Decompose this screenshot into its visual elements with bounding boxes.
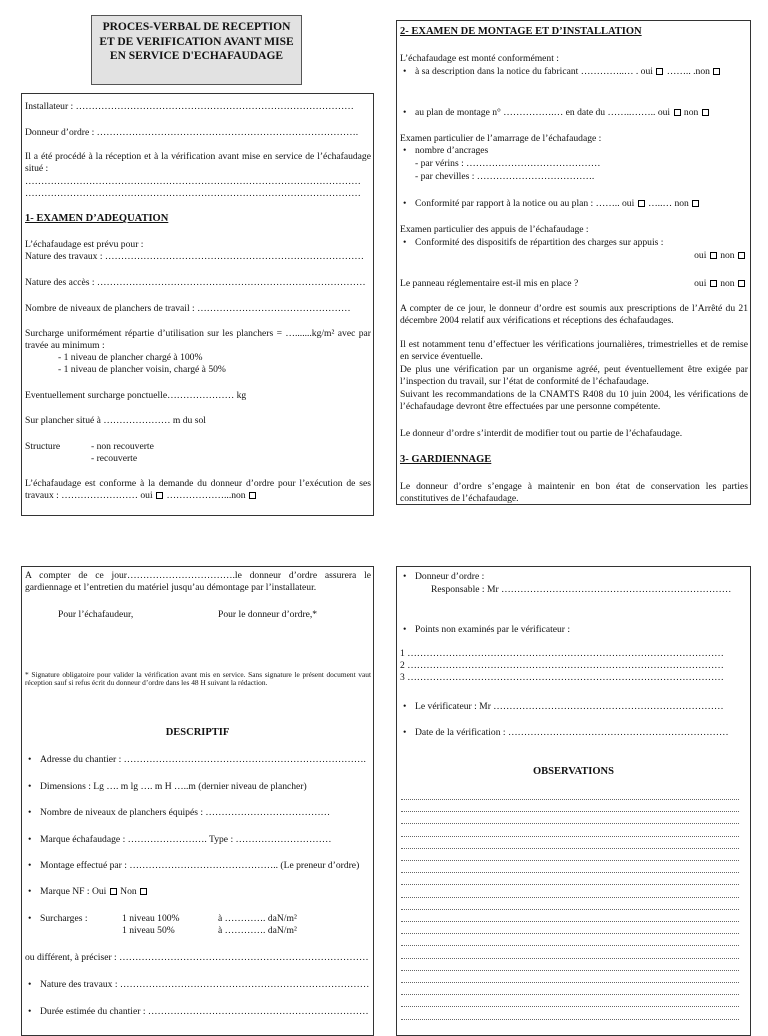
signature-note: * Signature obligatoire pour valider la vérification avant mis en service. Sans signature le présent document vaut réception sauf si refus écrit du donneur d’ordre dans les 48 H suivant la rédaction. [25,670,371,688]
oui-label: oui [694,278,707,289]
checkbox-pann-oui[interactable] [710,280,717,287]
checkbox-conf-oui[interactable] [638,200,645,207]
point-line-2: 2 ……………………………………………………………………………………… [400,660,724,671]
observation-line[interactable] [401,933,739,934]
section-2-heading: 2- EXAMEN DE MONTAGE ET D’INSTALLATION [400,26,642,37]
monte-text: L’échafaudage est monté conformément : [400,53,559,64]
verificateur-field: • Le vérificateur : Mr ……………………………………………………………… [415,701,724,713]
plan-item [415,107,710,119]
organisme-text: De plus une vérification par un organisme agréé, peut éventuellement être exigée par l’inspection du travail, sur l’état de conformité de l’échafaudage. [400,364,748,387]
panel-observations [396,566,751,1036]
observation-line[interactable] [401,799,739,800]
nf-non-label: Non [120,886,137,897]
oui-label: oui [694,250,707,261]
marque-field: • Marque échafaudage : ……………………. Type : ………………………… [40,834,331,846]
checkbox-nf-oui[interactable] [110,888,117,895]
surcharges-label: • Surcharges : [40,913,88,925]
observation-line[interactable] [401,945,739,946]
ponctuelle-field: Eventuellement surcharge ponctuelle………………… kg [25,390,247,401]
point-line-3: 3 ……………………………………………………………………………………… [400,672,724,683]
observation-line[interactable] [401,897,739,898]
conformite-mid: …..… non [648,198,689,209]
surcharge-2-value: à …………. daN/m² [218,925,297,936]
panel-montage [396,20,751,505]
description-mid: …….. .non [666,66,710,77]
tenu-text: Il est notamment tenu d’effectuer les vérifications journalières, trimestrielles et de remise en service éventuelle. [400,339,748,362]
checkbox-nf-non[interactable] [140,888,147,895]
checkbox-disp-oui[interactable] [710,252,717,259]
adresse-field: • Adresse du chantier : …………………………………………………………………. [40,754,366,766]
observation-line[interactable] [401,921,739,922]
panel-adequation [21,93,374,516]
descriptif-heading: DESCRIPTIF [165,727,230,738]
prevu-text: L’échafaudage est prévu pour : [25,239,144,250]
plan-label: au plan de montage n° …………….… en date du ……..…….. oui [415,107,671,118]
niveaux-equipes-field: • Nombre de niveaux de planchers équipés : ………………………………… [40,807,330,819]
document-title: PROCES-VERBAL DE RECEPTION ET DE VERIFICATION AVANT MISE EN SERVICE D'ECHAFAUDAGE [99,21,294,62]
installateur-field: Installateur : …………………………………………………………………………… [25,101,354,112]
gardiennage-intro: A compter de ce jour…………………………….le donneur d’ordre assurera le gardiennage et l’entretien du matériel jusqu’au démontage par l’installateur. [25,570,371,593]
point-line-1: 1 ……………………………………………………………………………………… [400,648,724,659]
section-3-heading: 3- GARDIENNAGE [400,454,492,465]
observation-line[interactable] [401,872,739,873]
plan-non-label: non [683,107,699,118]
observation-line[interactable] [401,1019,739,1020]
observations-heading: OBSERVATIONS [533,766,614,777]
observation-line[interactable] [401,1006,739,1007]
observation-line[interactable] [401,823,739,824]
panneau-choice [694,278,746,290]
nature-travaux-field: Nature des travaux : ……………………………………………………………………… [25,251,364,262]
dimensions-field: • Dimensions : Lg …. m lg …. m H …..m (dernier niveau de plancher) [40,781,307,793]
niveau-50: - 1 niveau de plancher voisin, chargé à 50% [58,364,226,375]
chevilles-field: - par chevilles : ………………………………. [415,171,595,182]
description-item [415,66,747,78]
pour-donneur-ordre: Pour le donneur d’ordre,* [218,609,318,620]
location-dots-1: …………………………………………………………………………………………… [25,176,361,187]
conforme-mid: ………………...non [166,489,246,501]
dispositifs-choice [694,250,746,262]
conformite-label: Conformité par rapport à la notice ou au plan : …….. oui [415,198,635,209]
surcharge-text: Surcharge uniformément répartie d’utilisation sur les planchers = ….......kg/m² avec par travée au minimum : [25,328,371,351]
surcharge-1-value: à …………. daN/m² [218,913,297,924]
structure-option-1: - non recouverte [91,441,154,452]
conformite-item [415,198,700,210]
different-field: ou différent, à préciser : …………………………………………………………………… [25,952,369,963]
observation-line[interactable] [401,860,739,861]
compter-text: A compter de ce jour, le donneur d’ordre est soumis aux prescriptions de l’Arrêté du 21 décembre 2004 relatif aux vérifications et réceptions des échafaudages. [400,303,748,326]
nature-travaux-field-2: • Nature des travaux : …………………………………………………………………… [40,979,369,991]
pour-echafaudeur: Pour l’échafaudeur, [58,609,134,620]
niveau-100: - 1 niveau de plancher chargé à 100% [58,352,203,363]
marque-nf-item [40,886,148,898]
checkbox-pann-non[interactable] [738,280,745,287]
dispositifs-item: • Conformité des dispositifs de répartition des charges sur appuis : [415,237,663,249]
donneur-ordre-field: Donneur d’ordre : ………………………………………………………………………. [25,127,359,138]
structure-option-2: - recouverte [91,453,138,464]
panel-descriptif [21,566,374,1036]
recommandations-text: Suivant les recommandations de la CNAMTS R408 du 10 juin 2004, les vérifications de l’échafaudage devront être effectuées par une personne compétente. [400,389,748,412]
interdit-text: Le donneur d’ordre s’interdit de modifier tout ou partie de l’échafaudage. [400,428,683,439]
observation-line[interactable] [401,884,739,885]
observation-line[interactable] [401,811,739,812]
plancher-field: Sur plancher situé à ………………… m du sol [25,415,206,426]
donneur-ordre-label: • Donneur d’ordre : [415,571,484,583]
montage-field: • Montage effectué par : ……………………………………….. (Le preneur d’ordre) [40,860,359,872]
conforme-text [25,478,371,501]
surcharge-1-level: 1 niveau 100% [122,913,180,924]
description-label: à sa description dans la notice du fabricant …………..… . oui [415,66,653,77]
observation-line[interactable] [401,909,739,910]
nf-label: Marque NF : Oui [40,886,107,897]
non-label: non [720,278,735,289]
duree-field: • Durée estimée du chantier : …………………………………………………………… [40,1006,369,1018]
ancrages-item: • nombre d’ancrages [415,145,488,157]
checkbox-plan-non[interactable] [702,109,709,116]
panneau-text: Le panneau réglementaire est-il mis en place ? [400,278,579,289]
observation-line[interactable] [401,958,739,959]
checkbox-disp-non[interactable] [738,252,745,259]
surcharge-2-level: 1 niveau 50% [122,925,175,936]
checkbox-plan-oui[interactable] [674,109,681,116]
section-1-heading: 1- EXAMEN D’ADEQUATION [25,213,169,224]
checkbox-oui[interactable] [156,492,163,499]
observation-line[interactable] [401,994,739,995]
verins-field: - par vérins : …………………………………… [415,158,601,169]
observation-line[interactable] [401,970,739,971]
checkbox-desc-oui[interactable] [656,68,663,75]
checkbox-desc-non[interactable] [713,68,720,75]
responsable-field: Responsable : Mr ……………………………………………………………… [431,584,732,595]
appuis-text: Examen particulier des appuis de l’échafaudage : [400,224,589,235]
observation-line[interactable] [401,836,739,837]
non-label: non [720,250,735,261]
points-non-examines: • Points non examinés par le vérificateur : [415,624,570,636]
amarrage-text: Examen particulier de l’amarrage de l’échafaudage : [400,133,602,144]
procede-text: Il a été procédé à la réception et à la vérification avant mise en service de l’échafaudage situé : [25,151,371,174]
checkbox-non[interactable] [249,492,256,499]
nature-acces-field: Nature des accès : ………………………………………………………………………… [25,277,366,288]
structure-label: Structure [25,441,61,452]
date-verification-field: • Date de la vérification : …………………………………………………………… [415,727,729,739]
conforme-label: L’échafaudage est conforme à la demande du donneur d’ordre pour l’exécution de ses travaux : …………………… oui [25,478,371,501]
location-dots-2: …………………………………………………………………………………………… [25,188,361,199]
niveaux-field: Nombre de niveaux de planchers de travail : ………………………………………… [25,303,351,314]
engage-text: Le donneur d’ordre s’engage à maintenir en bon état de conservation les parties constitutives de l’échafaudage. [400,481,748,504]
checkbox-conf-non[interactable] [692,200,699,207]
observation-line[interactable] [401,848,739,849]
observation-line[interactable] [401,982,739,983]
title-box [91,15,302,85]
